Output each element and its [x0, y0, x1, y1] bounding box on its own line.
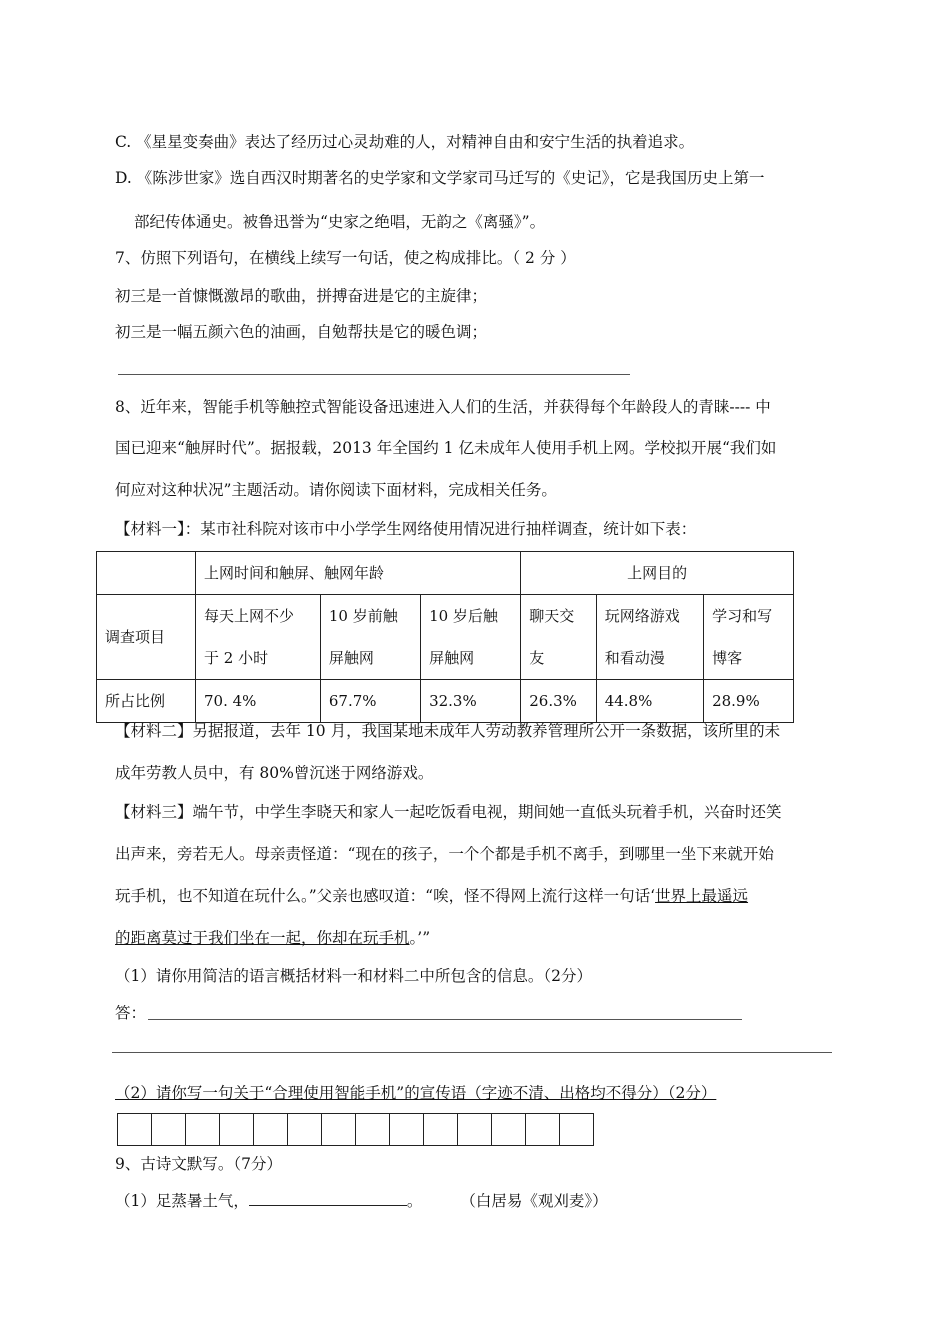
material-three-line1: 【材料三】端午节，中学生李晓天和家人一起吃饭看电视，期间她一直低头玩着手机，兴奋时还笑: [115, 803, 782, 821]
survey-table: [96, 551, 794, 723]
q9-title: 9、古诗文默写。（7分）: [115, 1155, 282, 1173]
grid-cell[interactable]: [525, 1113, 560, 1146]
table-cell-value: 44.8%: [596, 680, 703, 723]
table-group-purpose: 上网目的: [521, 552, 794, 595]
table-cell-value: 32.3%: [421, 680, 521, 723]
material-two-line1: 【材料二】另据报道，去年 10 月，我国某地未成年人劳动教养管理所公开一条数据，该所里的未: [115, 722, 781, 740]
grid-cell[interactable]: [321, 1113, 356, 1146]
material-two-line2: 成年劳教人员中，有 80%曾沉迷于网络游戏。: [115, 764, 434, 782]
table-col-header: 10 岁后触 屏触网: [421, 595, 521, 680]
fill-blank-line[interactable]: [249, 1191, 407, 1206]
table-col-header: 学习和写 博客: [704, 595, 794, 680]
table-col-header: 每天上网不少 于 2 小时: [196, 595, 321, 680]
table-row-label-items: 调查项目: [97, 595, 196, 680]
option-d-line2: 部纪传体通史。被鲁迅誉为“史家之绝唱，无韵之《离骚》”。: [134, 213, 546, 231]
table-header-row: [97, 552, 794, 595]
q8-sub2: （2）请你写一句关于“合理使用智能手机”的宣传语（字迹不清、出格均不得分）（2分）: [115, 1084, 717, 1102]
grid-cell[interactable]: [253, 1113, 288, 1146]
q8-para-line1: 8、近年来，智能手机等触控式智能设备迅速进入人们的生活，并获得每个年龄段人的青睐---- 中: [115, 398, 771, 416]
answer-line-1[interactable]: [148, 1019, 742, 1020]
q7-line2: 初三是一幅五颜六色的油画，自勉帮扶是它的暖色调；: [115, 323, 488, 341]
table-col-header: 玩网络游戏 和看动漫: [596, 595, 703, 680]
material-three-line4: 的距离莫过于我们坐在一起，你却在玩手机。’”: [115, 929, 431, 947]
q8-sub1: （1）请你用简洁的语言概括材料一和材料二中所包含的信息。（2分）: [115, 967, 592, 985]
grid-cell[interactable]: [355, 1113, 390, 1146]
grid-cell[interactable]: [185, 1113, 220, 1146]
grid-cell[interactable]: [559, 1113, 594, 1146]
grid-cell[interactable]: [287, 1113, 322, 1146]
grid-cell[interactable]: [423, 1113, 458, 1146]
grid-cell[interactable]: [491, 1113, 526, 1146]
grid-cell[interactable]: [389, 1113, 424, 1146]
q7-line1: 初三是一首慷慨激昂的歌曲，拼搏奋进是它的主旋律；: [115, 287, 488, 305]
material-three-line3: 玩手机，也不知道在玩什么。”父亲也感叹道：“唉，怪不得网上流行这样一句话‘世界上最遥远: [115, 887, 749, 905]
poem-source: （白居易《观刈麦》）: [460, 1192, 608, 1210]
table-col-header: 聊天交 友: [521, 595, 596, 680]
answer-line-2[interactable]: [112, 1052, 832, 1053]
q8-para-line3: 何应对这种状况”主题活动。请你阅读下面材料，完成相关任务。: [115, 481, 557, 499]
grid-cell[interactable]: [219, 1113, 254, 1146]
table-col-header: 10 岁前触 屏触网: [320, 595, 420, 680]
table-corner-cell: [97, 552, 196, 595]
q8-para-line2: 国已迎来“触屏时代”。据报载，2013 年全国约 1 亿未成年人使用手机上网。学校拟开展“我们如: [115, 439, 777, 457]
option-c: C. 《星星变奏曲》表达了经历过心灵劫难的人，对精神自由和安宁生活的执着追求。: [115, 133, 695, 151]
table-cell-value: 28.9%: [704, 680, 794, 723]
table-cell-value: 67.7%: [320, 680, 420, 723]
material-one-intro: 【材料一】：某市社科院对该市中小学学生网络使用情况进行抽样调查，统计如下表：: [115, 520, 697, 538]
option-d-line1: D. 《陈涉世家》选自西汉时期著名的史学家和文学家司马迁写的《史记》，它是我国历史上第一: [115, 169, 765, 187]
table-row-items: [97, 595, 794, 680]
grid-cell[interactable]: [151, 1113, 186, 1146]
table-row-label-ratio: 所占比例: [97, 680, 196, 723]
table-cell-value: 26.3%: [521, 680, 596, 723]
slogan-writing-grid[interactable]: [118, 1113, 594, 1146]
table-cell-value: 70. 4%: [196, 680, 321, 723]
table-group-time-age: 上网时间和触屏、触网年龄: [196, 552, 521, 595]
q9-line1: （1）足蒸暑土气， 。 （白居易《观刈麦》）: [115, 1192, 608, 1210]
underlined-quote-part1: 世界上最遥远: [655, 887, 749, 905]
material-three-line2: 出声来，旁若无人。母亲责怪道：“现在的孩子，一个个都是手机不离手，到哪里一坐下来就开始: [115, 845, 774, 863]
table-row-ratio: [97, 680, 794, 723]
grid-cell[interactable]: [117, 1113, 152, 1146]
q7-title: 7、仿照下列语句，在横线上续写一句话，使之构成排比。（ 2 分 ）: [115, 249, 576, 267]
q7-answer-line[interactable]: [118, 374, 630, 375]
grid-cell[interactable]: [457, 1113, 492, 1146]
underlined-quote-part2: 的距离莫过于我们坐在一起，你却在玩手机: [115, 929, 410, 947]
answer-label: 答：: [115, 1004, 147, 1022]
